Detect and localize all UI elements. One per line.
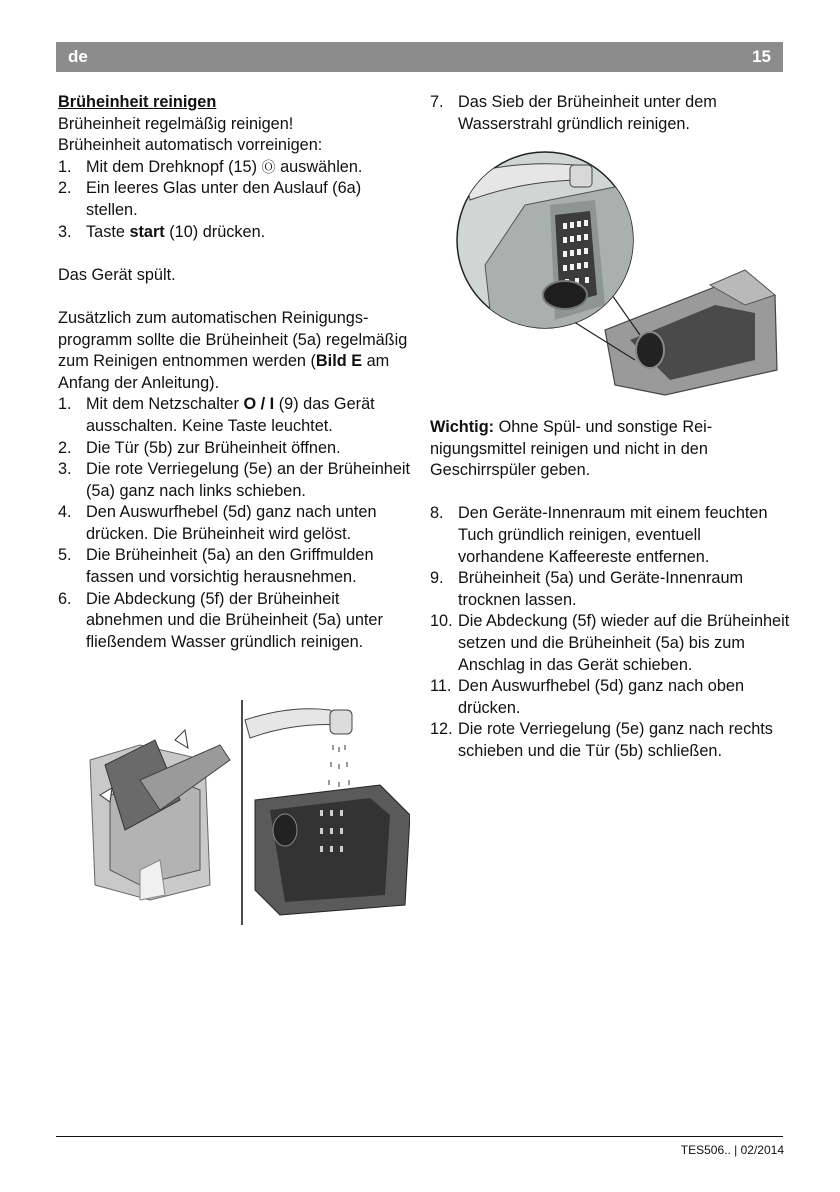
power-switch-label: O / I: [243, 395, 275, 414]
auto-clean-steps: [58, 157, 410, 243]
list-item: [58, 178, 410, 221]
list-item: [430, 676, 790, 719]
step-text: Die Brüheinheit (5a) an den Griffmulden fassen und vorsichtig herausnehmen.: [86, 546, 374, 587]
paragraph-text: am Anfang der Anleitung).: [58, 352, 390, 392]
sieve-rinse-illustration: [455, 145, 785, 400]
page-number: 15: [752, 47, 771, 66]
step-text: Die Abdeckung (5f) wieder auf die Brüheinheit setzen und die Brüheinheit (5a) bis zum Anschlag in das Gerät schieben.: [458, 612, 790, 674]
paragraph-text: Zusätzlich zum automatischen Reinigungsprogramm sollte die Brüheinheit (5a) regelmäßig zum Reinigen entnommen werden (: [58, 308, 408, 371]
section-heading: Brüheinheit reinigen: [58, 93, 217, 111]
step-text: Taste: [86, 222, 130, 241]
reassembly-steps: [430, 503, 790, 762]
step-number: 1.: [58, 157, 72, 176]
step-number: 8.: [430, 504, 444, 523]
step-text: Die Tür (5b) zur Brüheinheit öffnen.: [86, 438, 341, 457]
note-text: Ohne Spül- und sonstige Reinigungsmittel reinigen und nicht in den Geschirrspüler geben.: [430, 418, 713, 480]
intro-line: Brüheinheit automatisch vorreinigen:: [58, 136, 323, 155]
important-label: Wichtig:: [430, 418, 495, 436]
step-number: 4.: [58, 503, 72, 522]
language-code: de: [68, 47, 88, 66]
step-text: Den Geräte-Innenraum mit einem feuchten Tuch gründlich reinigen, eventuell vorhandene Kaffeereste entfernen.: [458, 504, 768, 566]
step-number: 2.: [58, 438, 72, 457]
list-item: [58, 438, 410, 460]
list-item: [58, 502, 410, 545]
step-number: 3.: [58, 460, 72, 479]
right-column: [430, 92, 790, 135]
step-number: 2.: [58, 179, 72, 198]
list-item: [58, 394, 410, 437]
important-note: [430, 417, 790, 482]
step-number: 10.: [430, 612, 453, 631]
step-number: 7.: [430, 93, 444, 111]
step-text: Brüheinheit (5a) und Geräte-Innenraum trocknen lassen.: [458, 569, 744, 609]
brew-unit-cleaning-illustration: [80, 700, 410, 930]
step-number: 6.: [58, 589, 72, 608]
step-number: 11.: [430, 677, 452, 696]
list-item: [58, 589, 410, 654]
step-text: (10) drücken.: [164, 222, 266, 241]
manual-clean-steps: [58, 394, 410, 653]
list-item: [58, 222, 410, 244]
list-item: [58, 545, 410, 588]
step-text: Ein leeres Glas unter den Auslauf (6a) stellen.: [86, 179, 362, 219]
list-item: [430, 568, 790, 611]
step-text: Mit dem Netzschalter: [86, 395, 244, 414]
step-text: Den Auswurfhebel (5d) ganz nach oben drücken.: [458, 677, 745, 717]
step-number: 1.: [58, 395, 72, 414]
sieve-step: [430, 92, 790, 135]
start-key-label: start: [129, 222, 165, 241]
right-column-continued: [430, 417, 790, 763]
rinse-note: Das Gerät spült.: [58, 265, 176, 284]
footer-model-date: TES506.. | 02/2014: [680, 1143, 784, 1157]
step-text: Mit dem Drehknopf (15): [86, 157, 262, 176]
step-number: 5.: [58, 546, 72, 565]
step-number: 3.: [58, 222, 72, 241]
step-text: Den Auswurfhebel (5d) ganz nach unten drücken. Die Brüheinheit wird gelöst.: [86, 503, 377, 543]
list-item: [430, 503, 790, 568]
list-item: [430, 719, 790, 762]
step-text: Das Sieb der Brüheinheit unter dem Wasserstrahl gründlich reinigen.: [458, 93, 717, 133]
clean-program-icon: Ⓞ: [261, 158, 276, 175]
list-item: [430, 611, 790, 676]
figure-reference: Bild E: [315, 352, 363, 371]
list-item: [58, 459, 410, 502]
step-text: auswählen.: [275, 157, 363, 176]
step-number: 9.: [430, 569, 444, 588]
step-number: 12.: [430, 720, 453, 739]
extra-cleaning-paragraph: [58, 308, 410, 394]
left-column: [58, 92, 410, 653]
step-text: Die rote Verriegelung (5e) ganz nach rechts schieben und die Tür (5b) schließen.: [458, 720, 773, 760]
step-text: Die rote Verriegelung (5e) an der Brüheinheit (5a) ganz nach links schieben.: [86, 460, 411, 500]
list-item: [430, 92, 790, 135]
step-text: Die Abdeckung (5f) der Brüheinheit abnehmen und die Brüheinheit (5a) unter fließendem Wasser gründlich reinigen.: [86, 589, 383, 651]
intro-line: Brüheinheit regelmäßig reinigen!: [58, 114, 294, 133]
list-item: [58, 157, 410, 179]
footer-rule: [56, 1136, 783, 1137]
page-header: [56, 42, 783, 72]
step-text: (9) das Gerät ausschalten. Keine Taste leuchtet.: [86, 395, 375, 435]
